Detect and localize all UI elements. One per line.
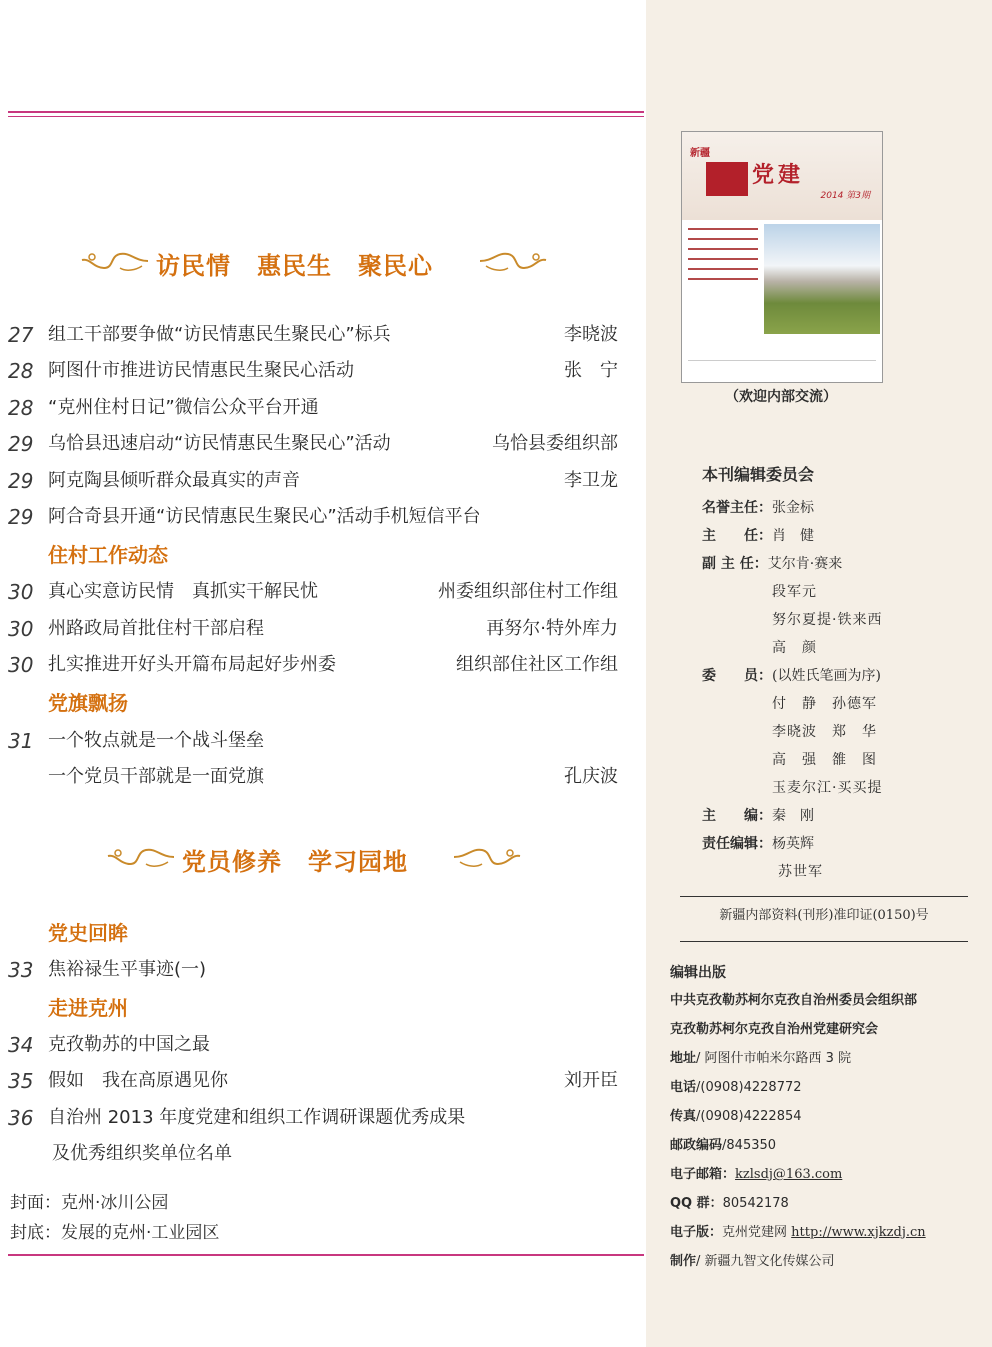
toc-row[interactable] (8, 429, 618, 459)
page-number: 31 (8, 729, 34, 753)
page-number: 36 (8, 1106, 34, 1130)
publisher-web (670, 1221, 926, 1245)
publisher-title: 编辑出版 (670, 965, 726, 981)
board-value: 高 颜 (772, 640, 817, 656)
article-author: 李卫龙 (564, 470, 618, 491)
section-heading-1-a: 访民情 (156, 252, 231, 280)
page-number: 27 (8, 323, 34, 347)
maker-label: 制作 (670, 1254, 697, 1269)
thumbnail-text-lines (688, 228, 758, 328)
section-heading-1-b: 惠民生 (257, 252, 332, 280)
bottom-rule (8, 1254, 644, 1256)
board-value: 付 静 孙德军 (772, 696, 877, 712)
maker-value: / 新疆九智文化传媒公司 (696, 1254, 835, 1269)
board-value: 杨英辉 (772, 836, 814, 852)
article-author: 刘开臣 (564, 1070, 618, 1091)
tel-value: /(0908)4228772 (696, 1080, 802, 1095)
toc-row[interactable] (8, 955, 618, 985)
board-label: 名誉主任： (702, 500, 772, 516)
toc-row[interactable] (8, 320, 618, 350)
toc-row[interactable] (8, 1066, 618, 1096)
article-author: 再努尔·特外库力 (486, 618, 618, 639)
subsection-heading: 住村工作动态 (48, 543, 168, 567)
article-author: 孔庆波 (564, 766, 618, 787)
page-number: 29 (8, 469, 34, 493)
email-label: 电子邮箱： (670, 1167, 736, 1182)
section-heading-1 (156, 246, 433, 281)
board-label: 主 任： (702, 528, 772, 544)
toc-row[interactable] (8, 614, 618, 644)
board-row (702, 663, 881, 689)
address-label: 地址 (670, 1051, 697, 1066)
thumbnail-title: 党建 (752, 163, 805, 188)
top-rule (8, 111, 644, 113)
board-value: 高 强 雒 图 (772, 752, 877, 768)
page-number: 30 (8, 653, 34, 677)
cover-thumbnail[interactable] (681, 131, 883, 383)
toc-row[interactable] (8, 1030, 618, 1060)
publisher-address (670, 1047, 851, 1071)
page-number: 34 (8, 1033, 34, 1057)
article-title: 组工干部要争做“访民情惠民生聚民心”标兵 (48, 324, 391, 345)
toc-row[interactable] (8, 726, 618, 756)
article-title: 阿图什市推进访民情惠民生聚民心活动 (48, 360, 354, 381)
divider (680, 896, 968, 897)
divider (680, 941, 968, 942)
board-value: 艾尔肯·赛来 (767, 556, 843, 572)
board-value: (以姓氏笔画为序) (772, 668, 881, 684)
web-link[interactable]: http://www.xjkzdj.cn (791, 1225, 926, 1240)
zip-label: 邮政编码 (670, 1138, 723, 1153)
board-row (702, 495, 814, 521)
ornament-right-icon (452, 844, 522, 870)
article-title: 假如 我在高原遇见你 (48, 1070, 228, 1091)
article-title: 焦裕禄生平事迹(一) (48, 959, 207, 980)
toc-row[interactable] (8, 466, 618, 496)
board-label: 委 员： (702, 668, 772, 684)
qq-value: 80542178 (722, 1196, 789, 1211)
section-heading-2-a: 党员修养 (182, 848, 282, 876)
page-number: 30 (8, 617, 34, 641)
publisher-tel (670, 1076, 802, 1100)
board-row (702, 551, 842, 577)
page-number: 35 (8, 1069, 34, 1093)
board-value: 李晓波 郑 华 (772, 724, 877, 740)
page-number: 28 (8, 396, 34, 420)
board-value: 努尔夏提·铁来西 (772, 612, 883, 628)
toc-row[interactable] (8, 393, 618, 423)
board-value: 苏世军 (778, 864, 823, 880)
board-label: 主 编： (702, 808, 772, 824)
print-permit: 新疆内部资料(刊形)准印证(0150)号 (719, 908, 929, 923)
board-value: 玉麦尔江·买买提 (772, 780, 883, 796)
article-author: 州委组织部住村工作组 (438, 581, 618, 602)
board-value: 秦 刚 (772, 808, 814, 824)
article-title: 自治州 2013 年度党建和组织工作调研课题优秀成果 (48, 1107, 466, 1128)
publisher-fax (670, 1105, 802, 1129)
board-row (702, 523, 814, 549)
board-value: 肖 健 (772, 528, 814, 544)
ornament-left-icon (80, 248, 150, 274)
article-title: 州路政局首批住村干部启程 (48, 618, 264, 639)
subsection-heading: 走进克州 (48, 996, 128, 1020)
toc-row[interactable] (8, 650, 618, 680)
publisher-org-2: 克孜勒苏柯尔克孜自治州党建研究会 (670, 1022, 879, 1037)
board-title: 本刊编辑委员会 (702, 465, 815, 484)
board-value: 张金标 (772, 500, 814, 516)
article-title: “克州住村日记”微信公众平台开通 (48, 397, 319, 418)
thumbnail-region: 新疆 (690, 148, 710, 159)
zip-value: /845350 (722, 1138, 777, 1153)
publisher-org-1: 中共克孜勒苏柯尔克孜自治州委员会组织部 (670, 993, 918, 1008)
thumbnail-issue: 2014 第3期 (820, 191, 870, 201)
page-number: 28 (8, 359, 34, 383)
publisher-org (670, 1018, 878, 1042)
qq-label: QQ 群： (670, 1196, 723, 1211)
toc-row[interactable] (8, 1103, 618, 1133)
article-title: 扎实推进开好头开篇布局起好步州委 (48, 654, 336, 675)
page-number: 33 (8, 958, 34, 982)
subsection-heading: 党旗飘扬 (48, 691, 128, 715)
publisher-zip (670, 1134, 776, 1158)
publisher-email (670, 1163, 842, 1187)
email-link[interactable]: kzlsdj@163.com (735, 1167, 843, 1182)
section-heading-1-c: 聚民心 (358, 252, 433, 280)
article-author: 组织部住社区工作组 (456, 654, 618, 675)
thumbnail-caption: （欢迎内部交流） (725, 389, 837, 405)
page-number: 30 (8, 580, 34, 604)
web-name: 克州党建网 (722, 1225, 788, 1240)
section-heading-2 (182, 842, 408, 877)
publisher-qq (670, 1192, 789, 1216)
article-title: 及优秀组织奖单位名单 (52, 1143, 232, 1164)
subsection-heading: 党史回眸 (48, 921, 128, 945)
board-value: 段军元 (772, 584, 817, 600)
toc-row[interactable] (8, 1139, 618, 1169)
article-title: 真心实意访民情 真抓实干解民忧 (48, 581, 318, 602)
board-row (702, 831, 814, 857)
publisher-maker (670, 1250, 835, 1274)
thumbnail-footer (688, 360, 876, 371)
fax-label: 传真 (670, 1109, 697, 1124)
toc-row[interactable] (8, 762, 618, 792)
board-label: 责任编辑： (702, 836, 772, 852)
article-title: 阿克陶县倾听群众最真实的声音 (48, 470, 300, 491)
toc-row[interactable] (8, 356, 618, 386)
tel-label: 电话 (670, 1080, 697, 1095)
front-cover-caption: 封面：克州·冰川公园 (10, 1193, 169, 1213)
article-author: 乌恰县委组织部 (492, 433, 618, 454)
publisher-org (670, 989, 917, 1013)
page-number: 29 (8, 505, 34, 529)
web-label: 电子版： (670, 1225, 723, 1240)
toc-row[interactable] (8, 502, 618, 532)
article-title: 克孜勒苏的中国之最 (48, 1034, 210, 1055)
article-title: 一个党员干部就是一面党旗 (48, 766, 264, 787)
board-row (702, 803, 814, 829)
address-value: / 阿图什市帕米尔路西 3 院 (696, 1051, 852, 1066)
article-author: 李晓波 (564, 324, 618, 345)
board-label: 副 主 任： (702, 556, 768, 572)
back-cover-caption: 封底：发展的克州·工业园区 (10, 1223, 220, 1243)
ornament-right-icon (478, 248, 548, 274)
article-title: 乌恰县迅速启动“访民情惠民生聚民心”活动 (48, 433, 391, 454)
page-number: 29 (8, 432, 34, 456)
thumbnail-photo (764, 224, 880, 334)
fax-value: /(0908)4222854 (696, 1109, 802, 1124)
toc-row[interactable] (8, 577, 618, 607)
top-rule-thin (8, 116, 644, 117)
ornament-left-icon (106, 844, 176, 870)
section-heading-2-b: 学习园地 (308, 848, 408, 876)
article-author: 张 宁 (564, 360, 618, 381)
article-title: 一个牧点就是一个战斗堡垒 (48, 730, 264, 751)
thumbnail-logo-icon (706, 162, 748, 196)
article-title: 阿合奇县开通“访民情惠民生聚民心”活动手机短信平台 (48, 506, 481, 527)
